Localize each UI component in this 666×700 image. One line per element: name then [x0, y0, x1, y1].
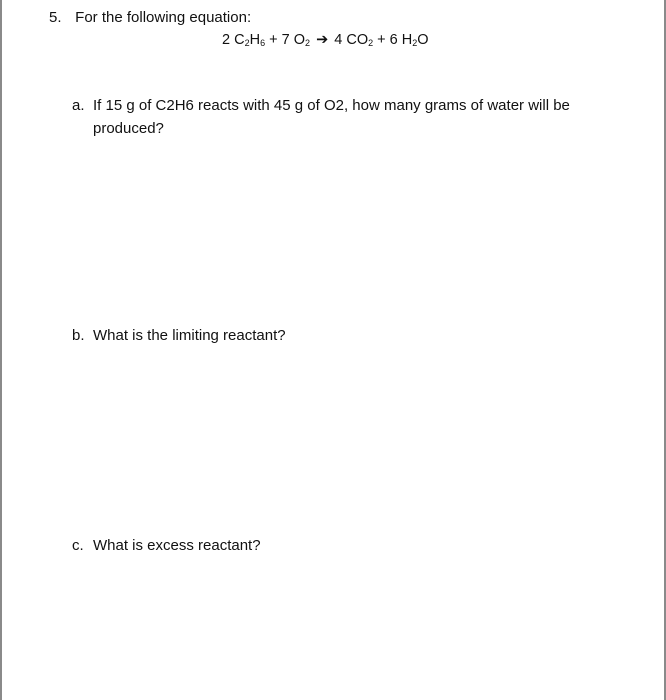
part-text: What is excess reactant?: [93, 537, 261, 554]
part-letter: b.: [72, 327, 85, 344]
question-part-c: [72, 534, 592, 557]
question-header: [49, 9, 251, 26]
reaction-arrow-icon: ➔: [316, 32, 329, 48]
chemical-equation: [222, 32, 429, 48]
equation-coefficient: 4: [334, 32, 343, 48]
question-number: 5.: [49, 9, 62, 26]
question-part-a: [72, 94, 592, 140]
part-letter: a.: [72, 97, 85, 114]
question-part-b: [72, 324, 592, 347]
reactant-ethane: $C_2H_6$: [234, 32, 266, 48]
part-text: If 15 g of C2H6 reacts with 45 g of O2, how many grams of water will be produced?: [93, 97, 570, 137]
question-prompt: For the following equation:: [75, 9, 252, 26]
product-water: $H_2O$: [401, 32, 429, 48]
part-letter: c.: [72, 537, 84, 554]
equation-coefficient: 2: [222, 32, 231, 48]
product-carbon-dioxide: $CO_2$: [346, 32, 374, 48]
equation-coefficient: 7: [281, 32, 290, 48]
part-text: What is the limiting reactant?: [93, 327, 286, 344]
plus-sign: +: [269, 32, 278, 48]
reactant-oxygen: $O_2$: [293, 32, 311, 48]
plus-sign: +: [377, 32, 386, 48]
equation-coefficient: 6: [389, 32, 398, 48]
